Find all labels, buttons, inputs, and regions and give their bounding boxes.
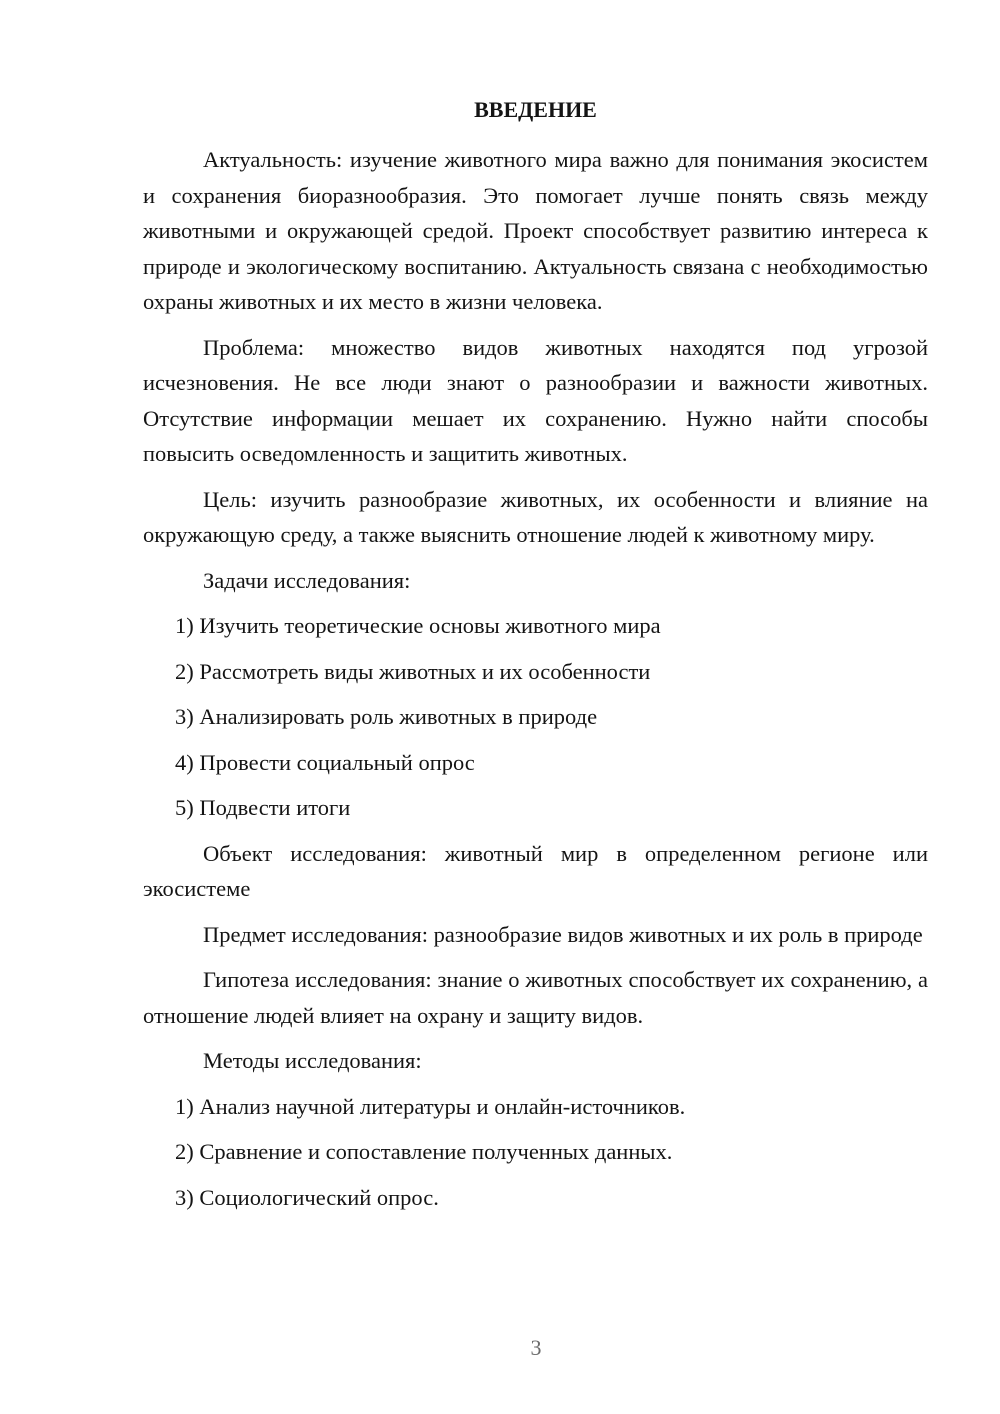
problem-paragraph: Проблема: множество видов животных находятся под угрозой исчезновения. Не все люди знают о разнообразии и важности животных. Отсутствие информации мешает их сохранению. Нужно найти способы повысить осведомленность и защитить животных. <box>143 334 928 466</box>
list-item: 3) Социологический опрос. <box>175 1184 439 1210</box>
list-item: 2) Рассмотреть виды животных и их особенности <box>175 658 651 684</box>
list-item: 5) Подвести итоги <box>175 795 351 820</box>
document-body <box>143 142 928 1225</box>
hypothesis-paragraph: Гипотеза исследования: знание о животных способствует их сохранению, а отношение людей влияет на охрану и защиту видов. <box>143 967 928 1028</box>
list-item: 1) Анализ научной литературы и онлайн-источников. <box>175 1093 686 1119</box>
list-item: 3) Анализировать роль животных в природе <box>175 704 598 729</box>
methods-list <box>143 1089 928 1216</box>
relevance-paragraph: Актуальность: изучение животного мира важно для понимания экосистем и сохранения биоразнообразия. Это помогает лучше понять связь между животными и окружающей средой. Проект способствует развитию интереса к природе и экологическому воспитанию. Актуальность связана с необходимостью охраны животных и их место в жизни человека. <box>143 147 928 314</box>
methods-heading: Методы исследования: <box>203 1048 422 1073</box>
tasks-heading: Задачи исследования: <box>203 567 411 593</box>
page-title: ВВЕДЕНИЕ <box>474 97 597 122</box>
list-item: 2) Сравнение и сопоставление полученных данных. <box>175 1139 673 1164</box>
list-item: 1) Изучить теоретические основы животного мира <box>175 613 661 638</box>
goal-paragraph: Цель: изучить разнообразие животных, их особенности и влияние на окружающую среду, а также выяснить отношение людей к животному миру. <box>143 486 928 547</box>
subject-paragraph: Предмет исследования: разнообразие видов животных и их роль в природе <box>203 921 923 947</box>
list-item: 4) Провести социальный опрос <box>175 749 475 775</box>
tasks-list <box>143 608 928 826</box>
object-paragraph: Объект исследования: животный мир в определенном регионе или экосистеме <box>143 840 928 901</box>
page-number: 3 <box>530 1335 542 1360</box>
